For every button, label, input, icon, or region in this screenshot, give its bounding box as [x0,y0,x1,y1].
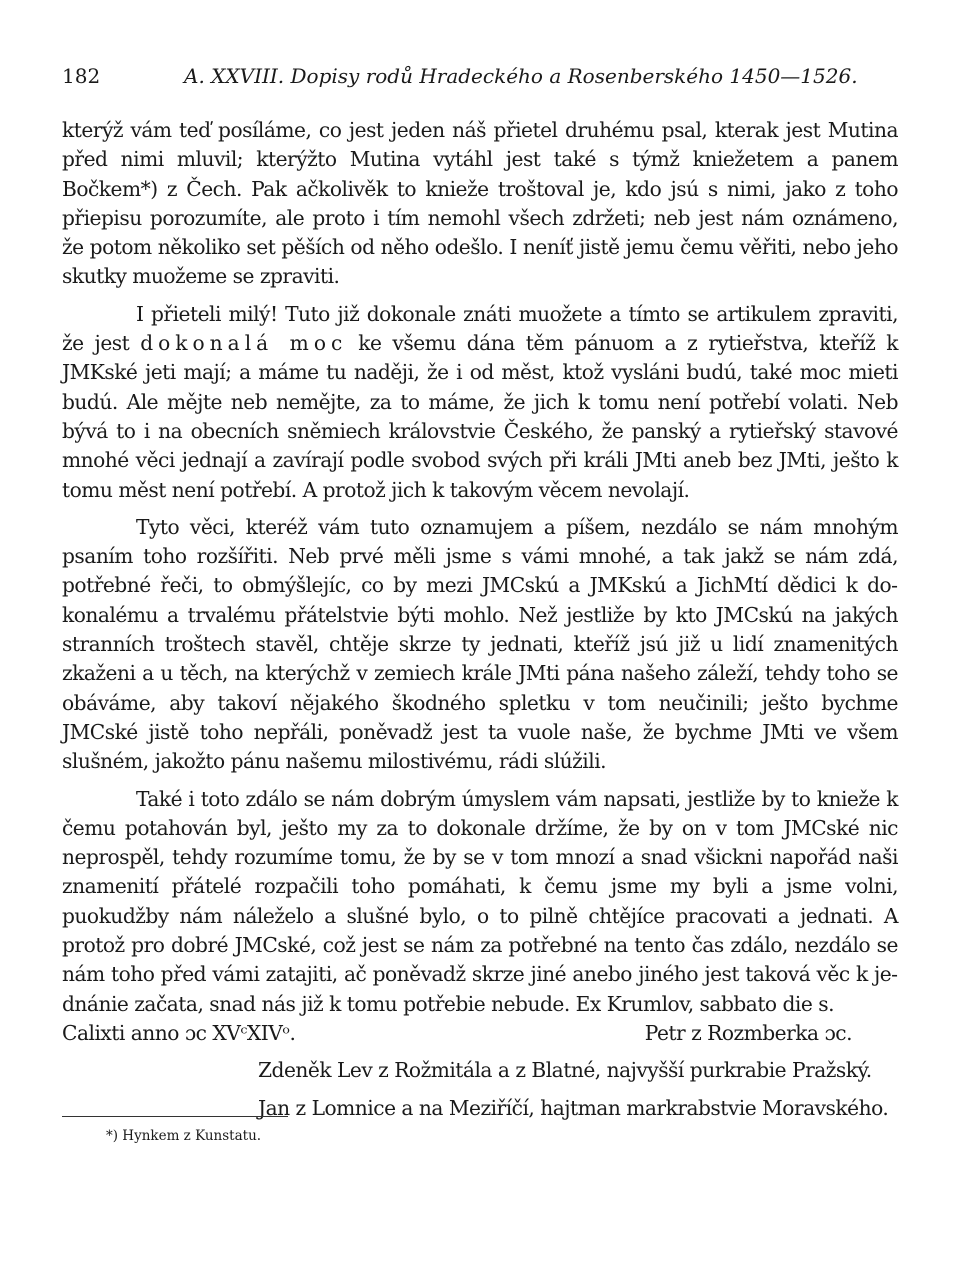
emphasized-phrase: dokonalá moc [140,331,348,356]
footnote: *) Hynkem z Kunstatu. [106,1128,262,1144]
page-number: 182 [62,64,101,88]
paragraph-4: Také i toto zdálo se nám dobrým úmyslem vám napsati, jestliže by to knieže k čemu potahován byl, ješto my za to dokonale držíme, že by on v tom JMCské nic neprospěl, tehdy rozumíme tomu, že by se v tom mnozí a snad všickni napořád naši znamenití přátelé rozpačili toho pomáhati, k čemu jsme my byli a jsme volni, puokudžby nám náleželo a slušné bylo, o to pilně chtějíce pracovati a jednati. A protož pro dobré JMCské, což jest se nám za potřebné na tento čas zdálo, nezdálo se nám toho před vámi zatajiti, ač poněvadž skrze jiné anebo jiného jest taková věc k jednánie začata, snad nás již k tomu potřebie nebude. Ex Krumlov, sabbato die s. [62,786,898,1016]
running-header [62,64,902,92]
date-line: Calixti anno ɔc XVᶜXIVᵒ. [62,1020,296,1045]
signature-3: Jan z Lomnice a na Meziříčí, hajtman markrabstvie Moravského. [258,1095,889,1120]
footnote-divider [62,1116,288,1117]
running-title: A. XXVIII. Dopisy rodů Hradeckého a Rosenberského 1450—1526. [184,64,858,88]
paragraph-3: Tyto věci, kteréž vám tuto oznamujem a píšem, nezdálo se nám mnohým psaním toho rozšířiti. Neb prvé měli jsme s vámi mnohé, a tak jakž se nám zdá, potřebné řeči, to obmýšlejíc, co by mezi JMCskú a JMKskú a JichMtí dědici k dokonalému a trvalému přátelstvie býti mohlo. Než jestliže by kto JMCskú na jakých stranních troštech stavěl, chtěje skrze ty jednati, kteříž jsú již u lidí znamenitých zkaženi a u těch, na kterýchž v zemiech krále JMti pána našeho záleží, tehdy toho se obáváme, aby takoví nějakého škodného spletku v tom neučinili; ješto bychme JMCské jistě toho nepřáli, poněvadž jest ta vuole naše, že bychme JMti ve všem slušném, jakožto pánu našemu milostivému, rádi slúžili. [62,514,898,774]
signature-2: Zdeněk Lev z Rožmitála a z Blatné, najvyšší purkrabie Pražský. [258,1058,872,1083]
paragraph-2-end: ke všemu dána těm pánuom a z rytieřstva, kteříž k JMKské jeti mají; a máme tu naději, že i od měst, ktož vysláni budú, také moc mieti budú. Ale mějte neb nemějte, za to máme, že jich k tomu není potřebí volati. Neb bývá to i na obecních sněmiech královstvie Českého, že panský a rytieřský stavové mnohé věci jednají a zavírají podle svobod svých při králi JMti aneb bez JMti, ješto k tomu měst není potřebí. A protož jich k takovým věcem nevolají. [62,331,899,502]
paragraph-1: kterýž vám teď posíláme, co jest jeden náš přietel druhému psal, kterak jest Mutina před nimi mluvil; kterýžto Mutina vytáhl jest také s týmž kniežetem a panem Bočkem*) z Čech. Pak ačkolivěk to knieže troštoval je, kdo jsú s nimi, jako z toho přiepisu porozumíte, ale proto i tím nemohl všech zdržeti; neb jest nám oznámeno, že potom několiko set pěších od něho odešlo. I neníť jistě jemu čemu věřiti, nebo jeho skutky muožeme se zpraviti. [62,118,898,289]
closing-row [62,1019,898,1048]
letter-body [62,116,898,1123]
signature-1: Petr z Rozmberka ɔc. [644,1020,852,1045]
paragraph-2 [62,300,898,505]
paragraph-2-start: I přieteli milý! Tuto již dokonale znáti muožete a tímto se artikulem zpraviti, že jest [62,301,898,356]
